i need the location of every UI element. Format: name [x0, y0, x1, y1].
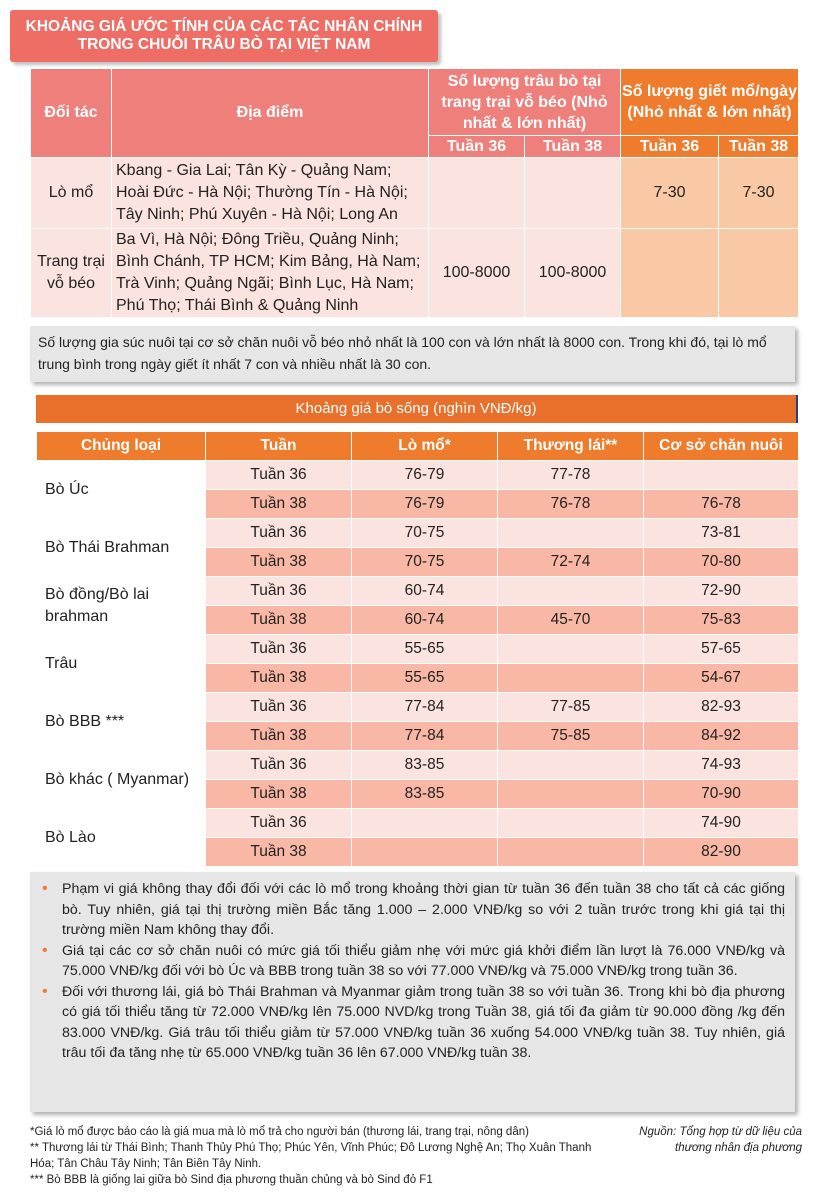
week-cell: Tuần 36 [206, 577, 352, 606]
farm-w38-cell [525, 158, 621, 229]
header-slaughterhouse: Lò mổ* [352, 432, 498, 461]
header-breed: Chủng loại [37, 432, 206, 461]
slaughter-price-cell [352, 838, 498, 867]
location-cell: Kbang - Gia Lai; Tân Kỳ - Quảng Nam; Hoài Đức - Hà Nội; Thường Tín - Hà Nội; Tây Ninh; Phú Xuyên - Hà Nội; Long An [112, 158, 429, 229]
footnote: *Giá lò mổ được báo cáo là giá mua mà lò mổ trả cho người bán (thương lái, trang trại, nông dân) [30, 1126, 529, 1138]
header-slaughter-week38: Tuần 38 [719, 136, 799, 158]
slaughter-price-cell: 60-74 [352, 606, 498, 635]
farm-price-cell: 72-90 [644, 577, 799, 606]
week-cell: Tuần 36 [206, 809, 352, 838]
slaughter-w36-cell: 7-30 [621, 158, 719, 229]
slaughter-price-cell: 55-65 [352, 635, 498, 664]
farm-price-cell: 57-65 [644, 635, 799, 664]
bullet-item: • Đối với thương lái, giá bò Thái Brahman và Myanmar giảm trong tuần 38 so với tuần 36. Trong khi bò địa phương có giá tối thiểu tăng từ 72.000 VNĐ/kg lên 75.000 NVD/kg trong Tuần 38, giá tối đa giảm từ 90.000 đồng /kg đến 83.000 VNĐ/kg. Giá trâu tối thiểu giảm từ 57.000 VNĐ/kg tuần 36 xuống 54.000 VNĐ/kg tuần 38. Tuy nhiên, giá trâu tối đa tăng nhẹ từ 65.000 VNĐ/kg tuần 36 lên 67.000 VNĐ/kg tuần 38. [62, 982, 785, 1064]
header-partner: Đối tác [31, 69, 112, 158]
farm-price-cell: 82-93 [644, 693, 799, 722]
footnotes [30, 1124, 600, 1188]
table-row [37, 461, 799, 490]
table-row [31, 158, 799, 229]
footnote: ** Thương lái từ Thái Bình; Thanh Thủy Phú Thọ; Phúc Yên, Vĩnh Phúc; Đô Lương Nghệ An; Thọ Xuân Thanh Hóa; Tân Châu Tây Ninh; Tân Biên Tây Ninh. [30, 1142, 592, 1170]
trader-price-cell [498, 809, 644, 838]
page-title-line1: KHOẢNG GIÁ ƯỚC TÍNH CỦA CÁC TÁC NHÂN CHÍNH [25, 18, 423, 35]
farm-price-cell: 84-92 [644, 722, 799, 751]
trader-price-cell [498, 751, 644, 780]
farm-price-cell [644, 461, 799, 490]
farm-price-cell: 70-90 [644, 780, 799, 809]
slaughter-price-cell: 76-79 [352, 490, 498, 519]
header-week: Tuần [206, 432, 352, 461]
slaughter-w38-cell [719, 229, 799, 318]
analysis-bullets [30, 872, 795, 1112]
header-farm-count: Số lượng trâu bò tại trang trại vỗ béo (Nhỏ nhất & lớn nhất) [429, 69, 621, 136]
breed-cell: Bò khác ( Myanmar) [37, 751, 206, 809]
slaughter-price-cell: 83-85 [352, 751, 498, 780]
week-cell: Tuần 38 [206, 490, 352, 519]
farm-price-cell: 75-83 [644, 606, 799, 635]
table-row [37, 519, 799, 548]
header-trader: Thương lái** [498, 432, 644, 461]
week-cell: Tuần 38 [206, 548, 352, 577]
farm-price-cell: 82-90 [644, 838, 799, 867]
bullet-item: • Phạm vi giá không thay đổi đối với các lò mổ trong khoảng thời gian từ tuần 36 đến tuần 38 cho tất cả các giống bò. Tuy nhiên, giá tại thị trường miền Bắc tăng 1.000 – 2.000 VNĐ/kg so với 2 tuần trước trong khi giá tại thị trường miền Nam không thay đổi. [62, 879, 785, 941]
table-row [31, 229, 799, 318]
breed-cell: Trâu [37, 635, 206, 693]
bullet-item: • Giá tại các cơ sở chăn nuôi có mức giá tối thiểu giảm nhẹ với mức giá khởi điểm lần lượt là 76.000 VNĐ/kg và 75.000 VNĐ/kg đối với bò Úc và BBB trong tuần 38 so với 77.000 VNĐ/kg và 75.000 VNĐ/kg trong tuần 36. [62, 941, 785, 982]
price-table [36, 431, 799, 867]
breed-cell: Bò đồng/Bò lai brahman [37, 577, 206, 635]
week-cell: Tuần 36 [206, 461, 352, 490]
trader-price-cell [498, 577, 644, 606]
header-farm-week36: Tuần 36 [429, 136, 525, 158]
slaughter-w38-cell: 7-30 [719, 158, 799, 229]
slaughter-price-cell: 60-74 [352, 577, 498, 606]
trader-price-cell: 76-78 [498, 490, 644, 519]
header-location: Địa điểm [112, 69, 429, 158]
price-table-title: Khoảng giá bò sống (nghìn VNĐ/kg) [36, 395, 798, 423]
breed-cell: Bò Úc [37, 461, 206, 519]
week-cell: Tuần 38 [206, 780, 352, 809]
farm-price-cell: 76-78 [644, 490, 799, 519]
slaughter-price-cell: 55-65 [352, 664, 498, 693]
footnote: *** Bò BBB là giống lai giữa bò Sind địa phương thuần chủng và bò Sind đỏ F1 [30, 1174, 433, 1186]
trader-price-cell [498, 635, 644, 664]
farm-w36-cell [429, 158, 525, 229]
week-cell: Tuần 36 [206, 693, 352, 722]
slaughter-w36-cell [621, 229, 719, 318]
breed-cell: Bò Lào [37, 809, 206, 867]
slaughter-price-cell: 70-75 [352, 548, 498, 577]
trader-price-cell: 77-78 [498, 461, 644, 490]
farm-w36-cell: 100-8000 [429, 229, 525, 318]
page-title [10, 10, 438, 62]
week-cell: Tuần 36 [206, 751, 352, 780]
week-cell: Tuần 36 [206, 635, 352, 664]
week-cell: Tuần 38 [206, 838, 352, 867]
table-row [37, 577, 799, 606]
week-cell: Tuần 38 [206, 722, 352, 751]
farm-price-cell: 74-90 [644, 809, 799, 838]
week-cell: Tuần 38 [206, 606, 352, 635]
farm-w38-cell: 100-8000 [525, 229, 621, 318]
farm-price-cell: 70-80 [644, 548, 799, 577]
trader-price-cell [498, 838, 644, 867]
trader-price-cell: 45-70 [498, 606, 644, 635]
week-cell: Tuần 36 [206, 519, 352, 548]
trader-price-cell [498, 664, 644, 693]
table-row [37, 635, 799, 664]
farm-price-cell: 74-93 [644, 751, 799, 780]
header-slaughter-count: Số lượng giết mổ/ngày (Nhỏ nhất & lớn nhất) [621, 69, 799, 136]
slaughter-price-cell [352, 809, 498, 838]
trader-price-cell: 77-85 [498, 693, 644, 722]
trader-price-cell: 72-74 [498, 548, 644, 577]
farm-price-cell: 73-81 [644, 519, 799, 548]
location-cell: Ba Vì, Hà Nội; Đông Triều, Quảng Ninh; Bình Chánh, TP HCM; Kim Bảng, Hà Nam; Trà Vinh; Quảng Ngãi; Bình Lục, Hà Nam; Phú Thọ; Thái Bình & Quảng Ninh [112, 229, 429, 318]
table-row [37, 751, 799, 780]
page-title-line2: TRONG CHUỖI TRÂU BÒ TẠI VIỆT NAM [77, 36, 371, 53]
slaughter-price-cell: 83-85 [352, 780, 498, 809]
trader-price-cell: 75-85 [498, 722, 644, 751]
header-farm: Cơ sở chăn nuôi [644, 432, 799, 461]
partner-cell: Lò mổ [31, 158, 112, 229]
slaughter-price-cell: 76-79 [352, 461, 498, 490]
table-row [37, 809, 799, 838]
slaughter-price-cell: 77-84 [352, 722, 498, 751]
slaughter-price-cell: 77-84 [352, 693, 498, 722]
summary-note: Số lượng gia súc nuôi tại cơ sở chăn nuôi vỗ béo nhỏ nhất là 100 con và lớn nhất là 8000 con. Trong khi đó, tại lò mổ trung bình trong ngày giết ít nhất 7 con và nhiều nhất là 30 con. [30, 326, 795, 382]
slaughter-price-cell: 70-75 [352, 519, 498, 548]
breed-cell: Bò Thái Brahman [37, 519, 206, 577]
header-farm-week38: Tuần 38 [525, 136, 621, 158]
partner-table [30, 68, 799, 318]
trader-price-cell [498, 780, 644, 809]
breed-cell: Bò BBB *** [37, 693, 206, 751]
header-slaughter-week36: Tuần 36 [621, 136, 719, 158]
week-cell: Tuần 38 [206, 664, 352, 693]
trader-price-cell [498, 519, 644, 548]
farm-price-cell: 54-67 [644, 664, 799, 693]
source-note: Nguồn: Tổng hợp từ dữ liệu của thương nhân địa phương [639, 1126, 802, 1154]
table-row [37, 693, 799, 722]
partner-cell: Trang trại vỗ béo [31, 229, 112, 318]
